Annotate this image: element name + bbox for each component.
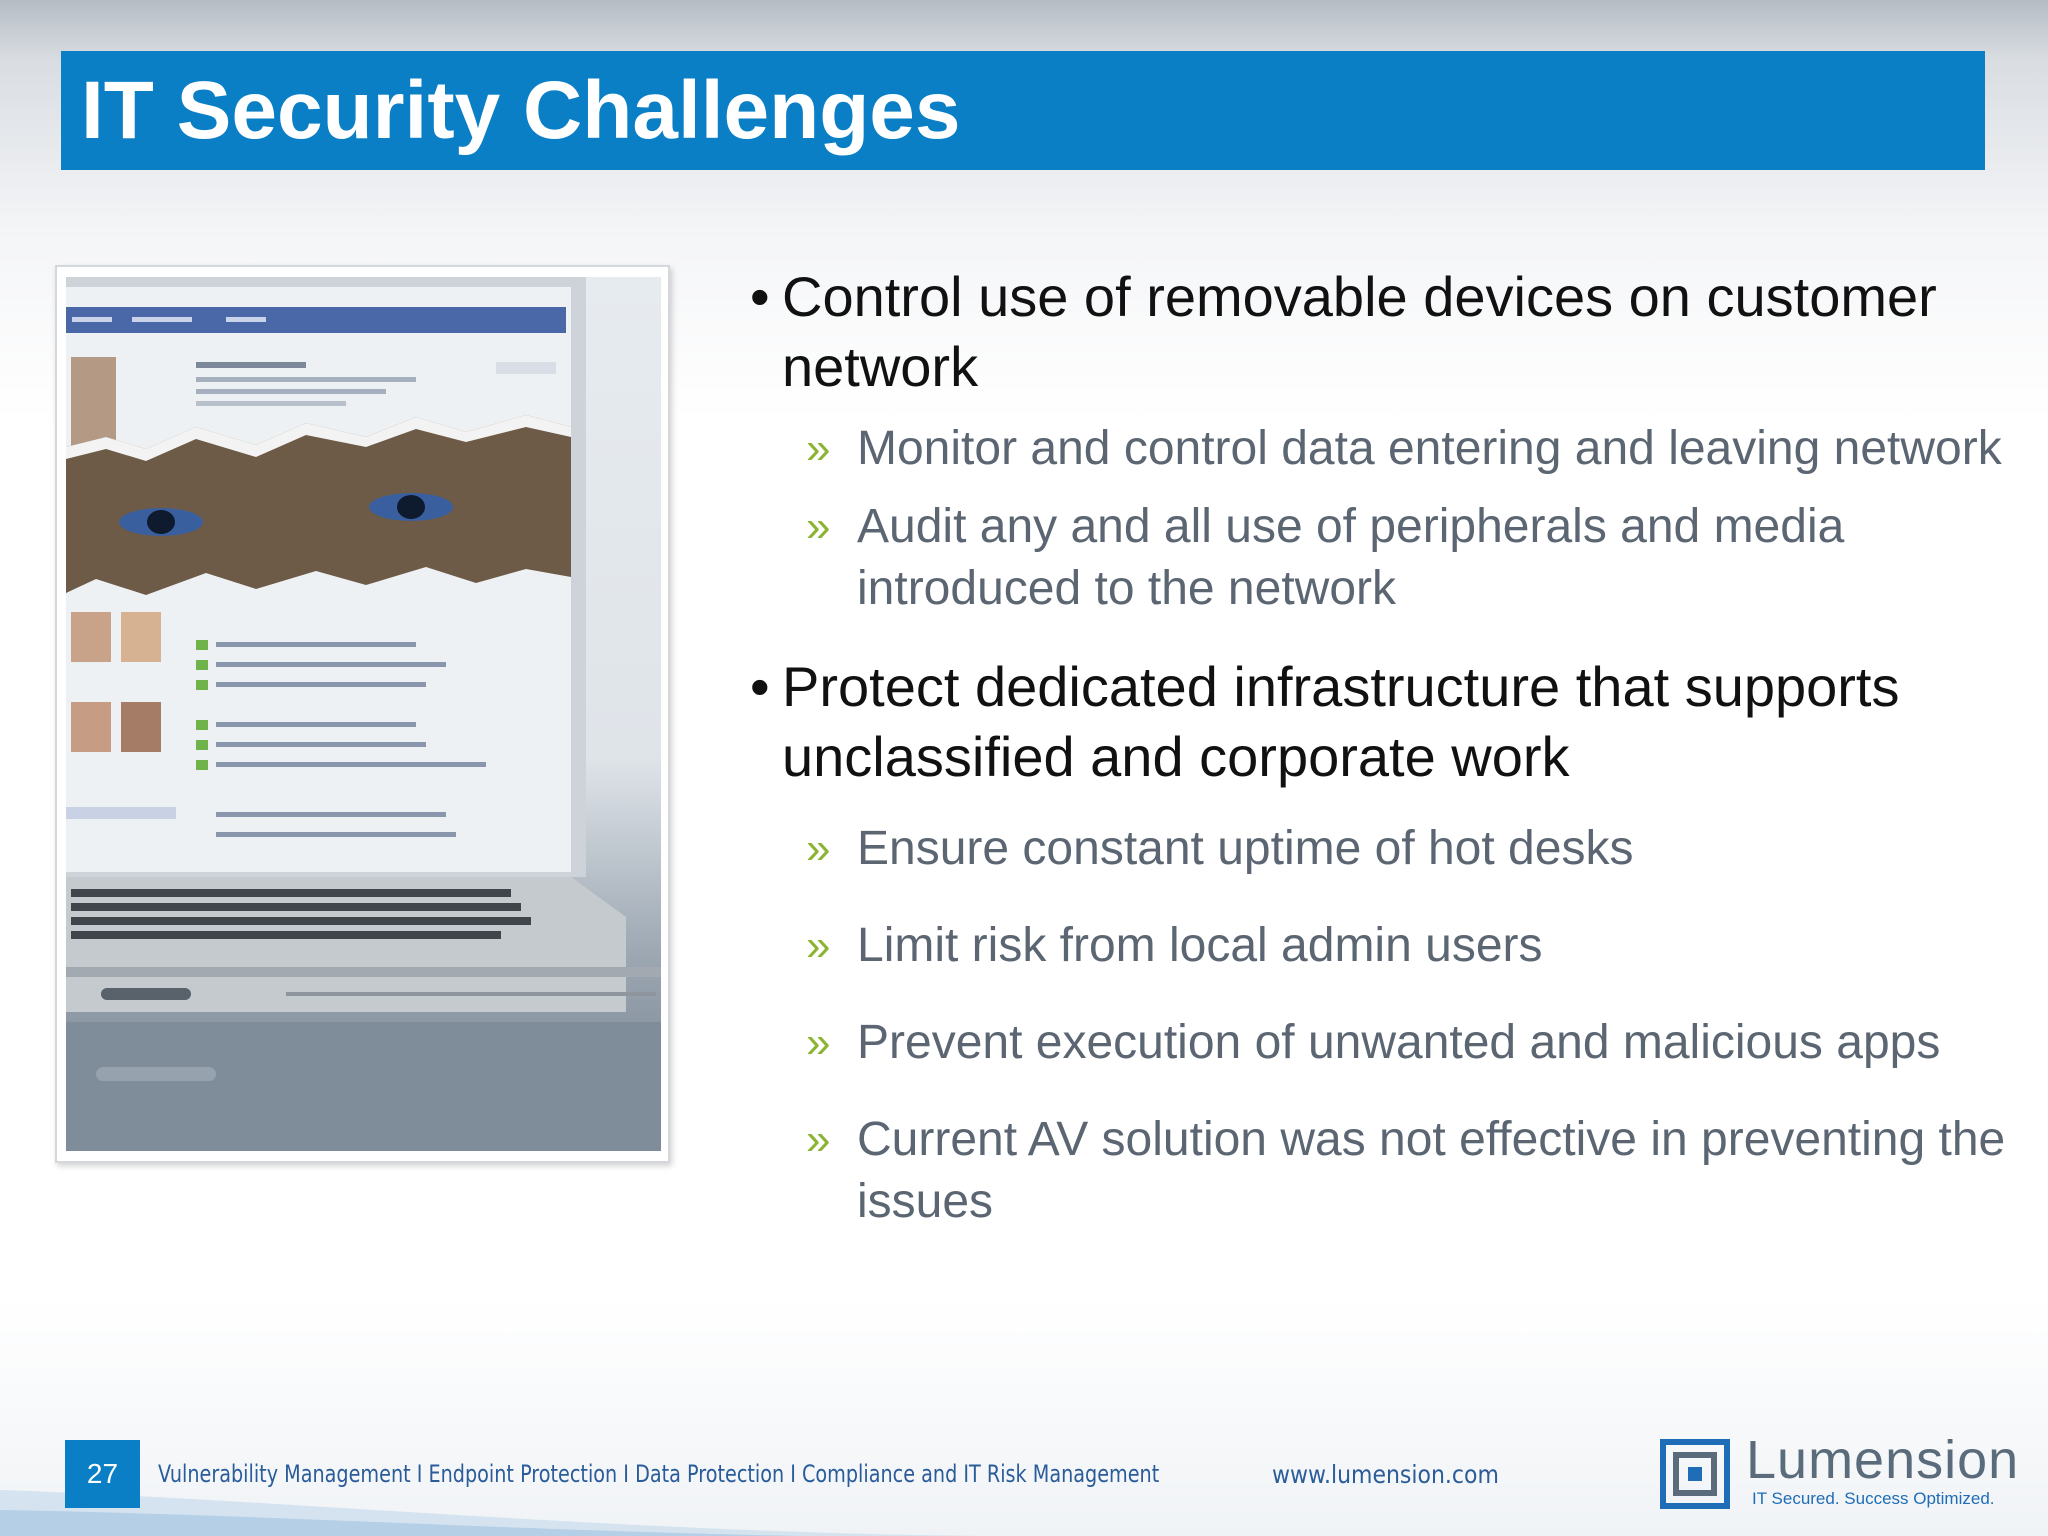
sub-bullet-marker: »: [806, 502, 831, 551]
sub-bullet-marker: »: [806, 1115, 831, 1164]
footer-tagline: Vulnerability Management I Endpoint Protection I Data Protection I Compliance and IT Risk Management: [158, 1460, 1160, 1488]
logo-tagline: IT Secured. Success Optimized.: [1752, 1489, 1995, 1508]
bullet-marker: •: [750, 265, 770, 328]
sub-bullet-marker: »: [806, 921, 831, 970]
lumension-logo: [1660, 1430, 2032, 1513]
bullet-item: [750, 262, 2020, 402]
page-number: 27: [65, 1440, 140, 1508]
sub-bullet-item: [750, 915, 2020, 977]
laptop-illustration: [66, 277, 661, 1151]
sub-bullet-text: Limit risk from local admin users: [857, 919, 1543, 972]
laptop-image: [66, 277, 661, 1151]
sub-bullet-marker: »: [806, 424, 831, 473]
sub-bullet-marker: »: [806, 824, 831, 873]
lumension-logo-icon: [1660, 1439, 1730, 1509]
footer-url: www.lumension.com: [1272, 1460, 1499, 1489]
laptop-photo: [55, 265, 670, 1163]
sub-bullet-item: [750, 418, 2020, 480]
logo-name: Lumension: [1746, 1430, 2020, 1490]
sub-bullet-text: Audit any and all use of peripherals and media introduced to the network: [857, 500, 1845, 615]
sub-bullet-text: Ensure constant uptime of hot desks: [857, 822, 1634, 875]
bullet-marker: •: [750, 655, 770, 718]
sub-bullet-item: [750, 496, 2020, 620]
sub-bullet-text: Prevent execution of unwanted and malicious apps: [857, 1016, 1941, 1069]
bullet-item: [750, 652, 2020, 792]
slide-title: IT Security Challenges: [81, 65, 961, 156]
bullet-text: Control use of removable devices on customer network: [782, 265, 1937, 398]
bullet-text: Protect dedicated infrastructure that supports unclassified and corporate work: [782, 655, 1900, 788]
title-bar: [61, 51, 1985, 170]
bullet-list: [750, 262, 2020, 1233]
sub-bullet-item: [750, 818, 2020, 880]
sub-bullet-text: Monitor and control data entering and leaving network: [857, 422, 2002, 475]
sub-bullet-text: Current AV solution was not effective in preventing the issues: [857, 1113, 2006, 1228]
sub-bullet-item: [750, 1012, 2020, 1074]
sub-bullet-marker: »: [806, 1018, 831, 1067]
sub-bullet-item: [750, 1109, 2020, 1233]
